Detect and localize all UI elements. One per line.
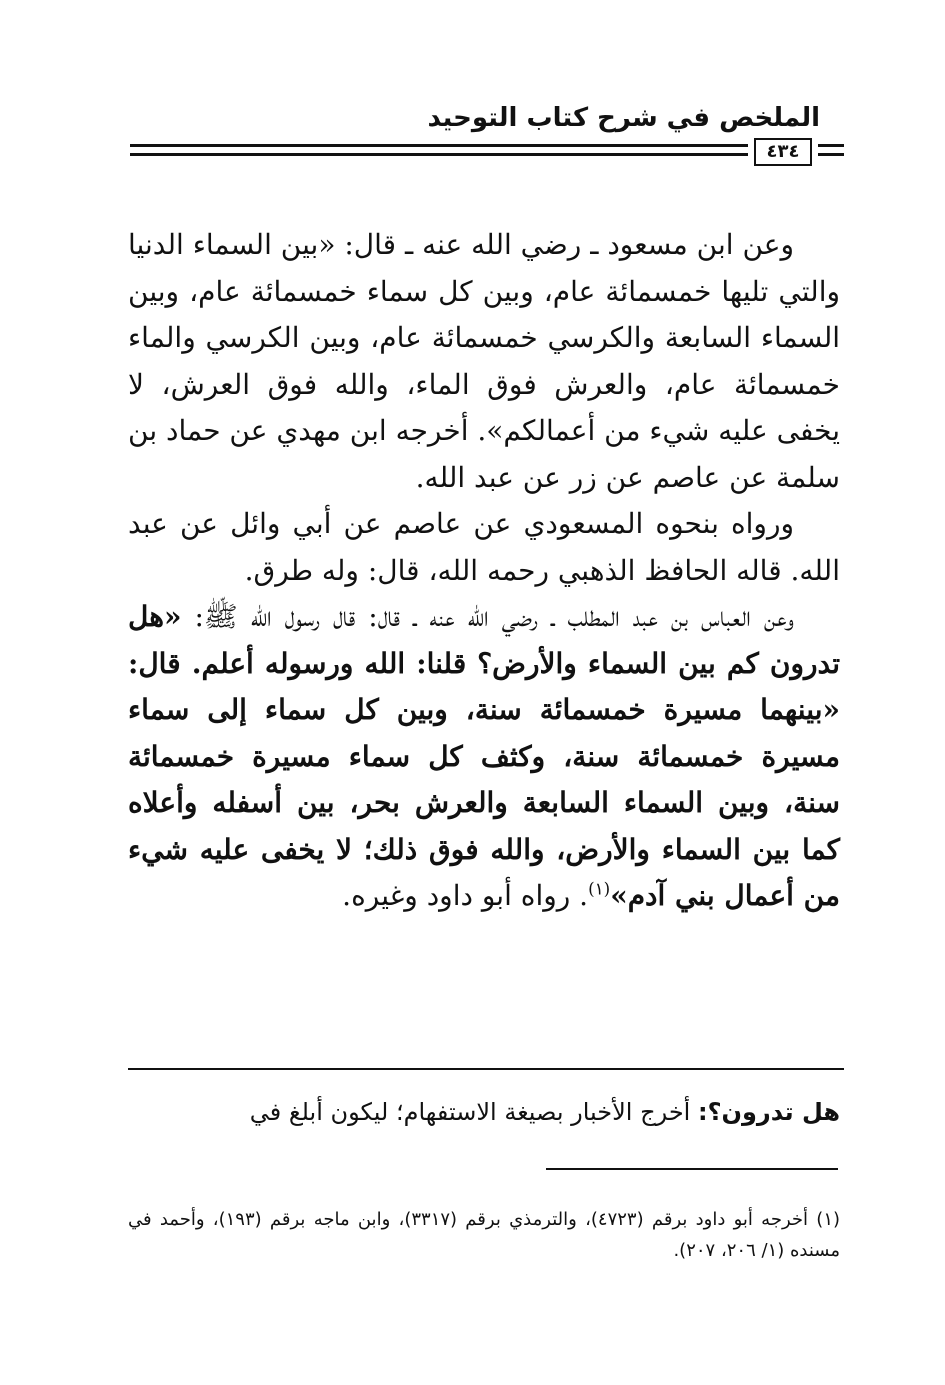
page-number: ٤٣٤ xyxy=(754,138,812,166)
main-text xyxy=(128,222,840,920)
footnote-text: أخرجه أبو داود برقم (٤٧٢٣)، والترمذي برقم (٣٣١٧)، وابن ماجه برقم (١٩٣)، وأحمد في مسنده (١/ ٢٠٦، ٢٠٧). xyxy=(128,1209,840,1261)
commentary xyxy=(128,1092,840,1132)
footnote-marker: (١) xyxy=(816,1209,841,1230)
paragraph-abbas xyxy=(128,594,840,920)
footnote xyxy=(128,1204,840,1266)
paragraph-ibn-masud: وعن ابن مسعود ـ رضي الله عنه ـ قال: «بين السماء الدنيا والتي تليها خمسمائة عام، وبين كل سماء خمسمائة عام، وبين السماء السابعة والكرسي خمسمائة عام، وبين الكرسي والماء خمسمائة عام، والعرش فوق الماء، والله فوق العرش، لا يخفى عليه شيء من أعمالكم». أخرجه ابن مهدي عن حماد بن سلمة عن عاصم عن زر عن عبد الله. xyxy=(128,228,840,494)
header-double-rule-short xyxy=(818,144,844,156)
paragraph-abbas-end: . رواه أبو داود وغيره. xyxy=(342,879,589,912)
running-title: الملخص في شرح كتاب التوحيد xyxy=(427,103,820,133)
paragraph-masudi: ورواه بنحوه المسعودي عن عاصم عن أبي وائل عن عبد الله. قاله الحافظ الذهبي رحمه الله، قال: وله طرق. xyxy=(128,507,840,587)
commentary-term: هل تدرون؟: xyxy=(697,1098,840,1126)
footnote-separator xyxy=(546,1168,838,1170)
text-separator-line xyxy=(128,1068,844,1070)
commentary-text: أخرج الأخبار بصيغة الاستفهام؛ ليكون أبلغ في xyxy=(249,1098,698,1126)
paragraph-abbas-intro: وعن العباس بن عبد المطلب ـ رضي الله عنه ـ قال: قال رسول الله ﷺ: xyxy=(181,600,794,633)
hadith-text: «هل تدرون كم بين السماء والأرض؟ قلنا: الله ورسوله أعلم. قال: «بينهما مسيرة خمسمائة سنة، وبين كل سماء إلى سماء مسيرة خمسمائة سنة، وكثف كل سماء مسيرة خمسمائة سنة، وبين السماء السابعة والعرش بحر، بين أسفله وأعلاه كما بين السماء والأرض، والله فوق ذلك؛ لا يخفى عليه شيء من أعمال بني آدم» xyxy=(128,600,840,912)
footnote-reference: (١) xyxy=(588,878,611,899)
header-double-rule xyxy=(130,144,748,156)
